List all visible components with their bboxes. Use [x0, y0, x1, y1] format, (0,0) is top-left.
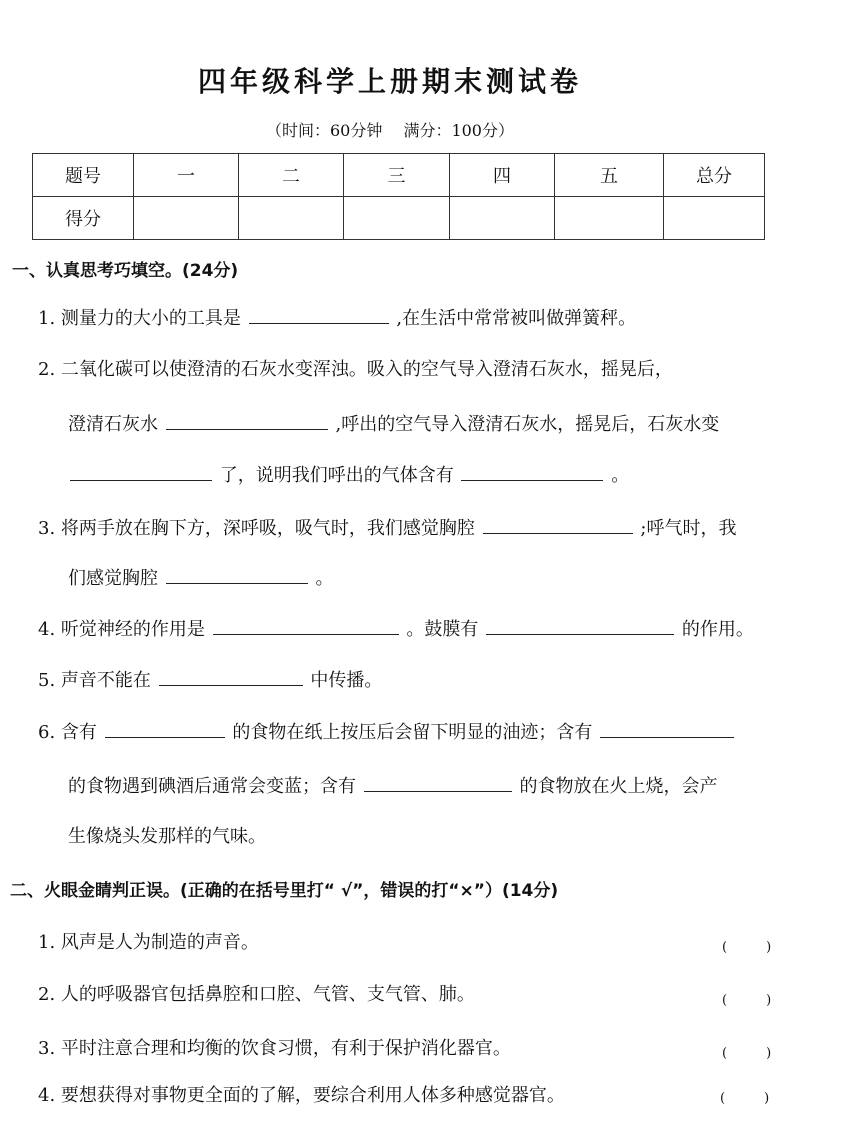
question-text: 的作用。 [681, 619, 754, 640]
question-text: 2. 二氧化碳可以使澄清的石灰水变浑浊。吸入的空气导入澄清石灰水，摇晃后， [38, 359, 673, 380]
question-text: 的食物放在火上烧，会产 [519, 776, 718, 797]
answer-parentheses[interactable]: ( ) [722, 1046, 772, 1061]
answer-blank[interactable] [461, 462, 603, 481]
question-4 [38, 615, 754, 641]
question-text: 澄清石灰水 [68, 414, 158, 435]
question-text: 。 [611, 465, 630, 486]
answer-blank[interactable] [364, 773, 512, 792]
question-text: 的食物遇到碘酒后通常会变蓝；含有 [68, 776, 356, 797]
score-cell-empty[interactable] [344, 197, 450, 240]
score-table-cell: 总分 [664, 154, 765, 197]
section-heading: 二、火眼金睛判正误。(正确的在括号里打“ √”，错误的打“×”）(14分) [10, 881, 559, 901]
score-table-header-row [33, 154, 765, 197]
question-text: ,在生活中常常被叫做弹簧秤。 [396, 308, 637, 329]
question-text: 5. 声音不能在 [38, 670, 151, 691]
judge-item-1: 1. 风声是人为制造的声音。 [38, 932, 259, 953]
page-title: 四年级科学上册期末测试卷 [197, 65, 582, 98]
question-6-line2 [68, 772, 717, 798]
answer-blank[interactable] [105, 719, 225, 738]
score-cell-empty[interactable] [134, 197, 239, 240]
score-cell-empty[interactable] [239, 197, 344, 240]
question-text: 中传播。 [310, 670, 383, 691]
judge-item-3: 3. 平时注意合理和均衡的饮食习惯，有利于保护消化器官。 [38, 1038, 511, 1059]
score-table-cell: 题号 [33, 154, 134, 197]
score-table-cell: 三 [344, 154, 450, 197]
score-table-cell: 二 [239, 154, 344, 197]
answer-blank[interactable] [483, 515, 633, 534]
answer-parentheses[interactable]: ( ) [722, 940, 772, 955]
question-text: 1. 测量力的大小的工具是 [38, 308, 241, 329]
question-text: ,呼出的空气导入澄清石灰水，摇晃后，石灰水变 [335, 414, 720, 435]
score-cell-empty[interactable] [555, 197, 664, 240]
question-text: 了，说明我们呼出的气体含有 [219, 465, 454, 486]
score-table [32, 153, 765, 240]
answer-blank[interactable] [166, 565, 308, 584]
question-3-line2 [68, 564, 333, 590]
question-2-line1 [38, 355, 673, 381]
answer-blank[interactable] [166, 411, 328, 430]
question-text: ;呼气时，我 [640, 518, 737, 539]
score-table-score-row [33, 197, 765, 240]
question-3-line1 [38, 514, 736, 540]
answer-blank[interactable] [249, 305, 389, 324]
question-6-line3 [68, 822, 266, 848]
question-text: 生像烧头发那样的气味。 [68, 826, 266, 847]
answer-blank[interactable] [159, 667, 303, 686]
question-text: 。鼓膜有 [406, 619, 479, 640]
score-table-cell: 得分 [33, 197, 134, 240]
question-text: 3. 将两手放在胸下方，深呼吸，吸气时，我们感觉胸腔 [38, 518, 475, 539]
answer-blank[interactable] [600, 719, 734, 738]
judge-item-4: 4. 要想获得对事物更全面的了解，要综合利用人体多种感觉器官。 [38, 1085, 565, 1106]
answer-blank[interactable] [213, 616, 399, 635]
answer-parentheses[interactable]: ( ) [722, 993, 772, 1008]
score-table-cell: 五 [555, 154, 664, 197]
answer-blank[interactable] [70, 462, 212, 481]
question-text: 。 [315, 568, 334, 589]
question-text: 的食物在纸上按压后会留下明显的油迹；含有 [232, 722, 593, 743]
question-text: 4. 听觉神经的作用是 [38, 619, 205, 640]
question-6-line1 [38, 718, 736, 744]
score-cell-empty[interactable] [664, 197, 765, 240]
score-table-cell: 四 [450, 154, 555, 197]
question-text: 们感觉胸腔 [68, 568, 158, 589]
question-1 [38, 304, 636, 330]
answer-parentheses[interactable]: ( ) [720, 1091, 770, 1106]
answer-blank[interactable] [486, 616, 674, 635]
question-2-line2 [68, 410, 719, 436]
score-table-cell: 一 [134, 154, 239, 197]
section-heading: 一、认真思考巧填空。(24分) [12, 261, 239, 281]
judge-item-2: 2. 人的呼吸器官包括鼻腔和口腔、气管、支气管、肺。 [38, 984, 475, 1005]
question-5 [38, 666, 382, 692]
question-2-line3 [68, 461, 629, 487]
exam-info: （时间：60分钟 满分：100分） [266, 121, 514, 140]
question-text: 6. 含有 [38, 722, 97, 743]
score-cell-empty[interactable] [450, 197, 555, 240]
